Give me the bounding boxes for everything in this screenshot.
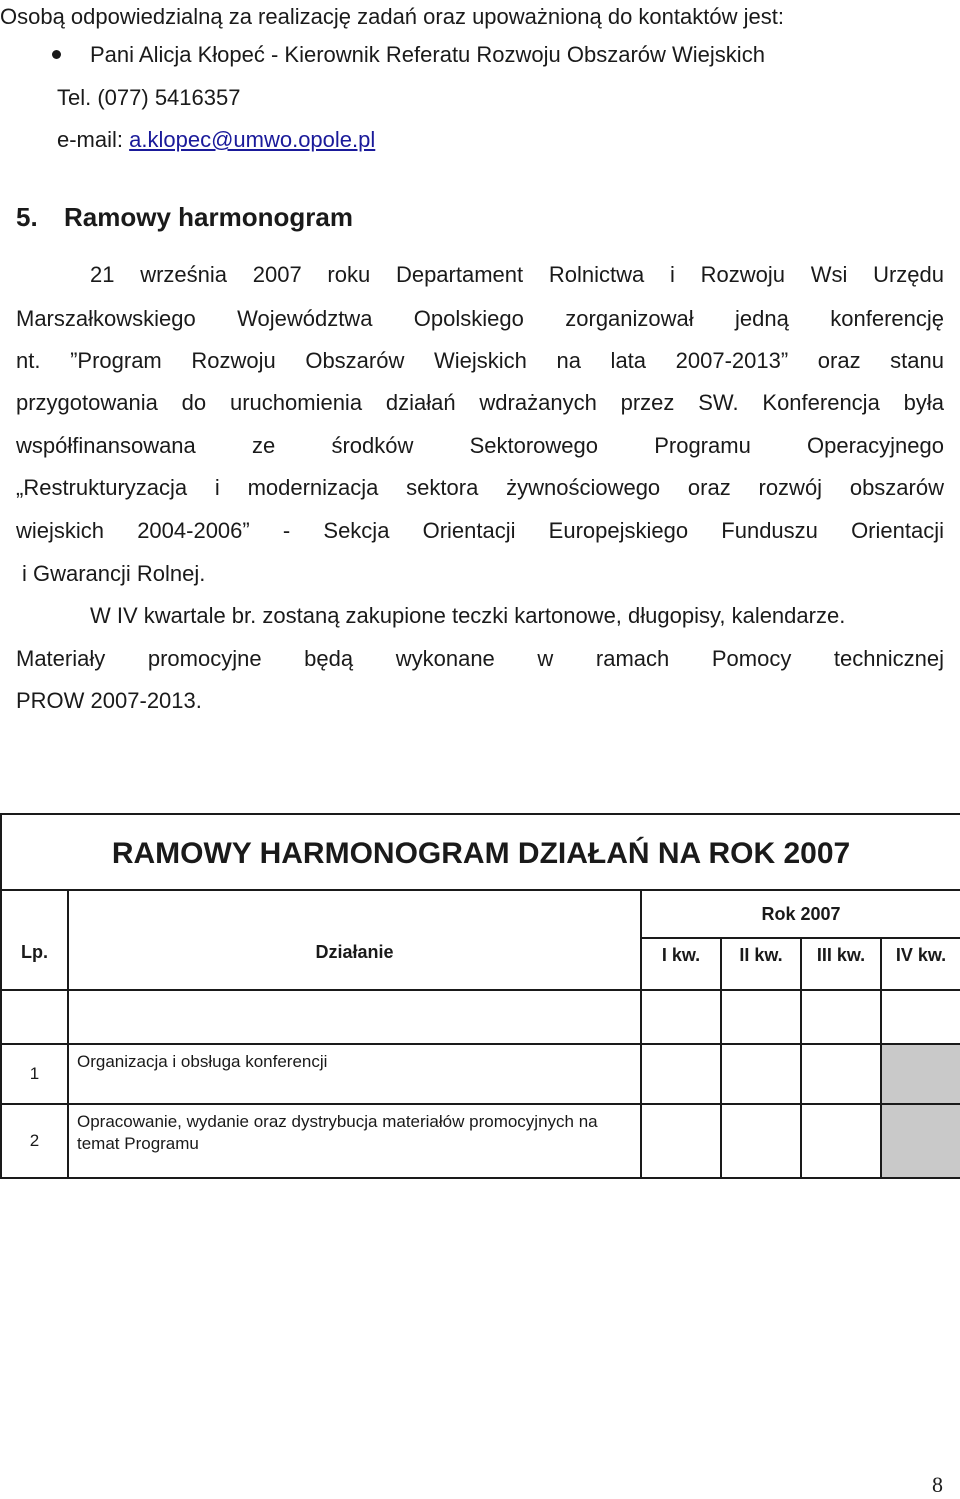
contact-phone: Tel. (077) 5416357	[57, 85, 241, 110]
section-heading	[16, 201, 353, 233]
paragraph-line: i Gwarancji Rolnej.	[22, 561, 206, 586]
spacer-cell	[1, 990, 68, 1044]
row-number: 1	[1, 1044, 68, 1104]
spacer-cell	[68, 990, 641, 1044]
quarter-cell-active	[881, 1104, 960, 1178]
paragraph-line: nt. ”Program Rozwoju Obszarów Wiejskich na lata 2007-2013” oraz stanu	[16, 348, 944, 373]
col-header-quarter: I kw.	[641, 938, 721, 990]
page-number: 8	[932, 1472, 943, 1497]
schedule-table	[0, 813, 960, 1179]
paragraph-line: Materiały promocyjne będą wykonane w ramach Pomocy technicznej	[16, 646, 944, 671]
col-header-quarter: II kw.	[721, 938, 801, 990]
table-row	[1, 1104, 960, 1178]
paragraph-line: 21 września 2007 roku Departament Rolnictwa i Rozwoju Wsi Urzędu	[90, 262, 944, 287]
table-row	[1, 1044, 960, 1104]
spacer-cell	[721, 990, 801, 1044]
contact-intro: Osobą odpowiedzialną za realizację zadań oraz upoważnioną do kontaktów jest:	[0, 4, 784, 29]
row-action: Organizacja i obsługa konferencji	[68, 1044, 641, 1104]
email-link[interactable]: a.klopec@umwo.opole.pl	[129, 127, 376, 152]
quarter-cell	[801, 1044, 881, 1104]
bullet-icon	[52, 50, 61, 59]
contact-email-line	[57, 127, 375, 153]
quarter-cell	[641, 1044, 721, 1104]
paragraph-line: Marszałkowskiego Województwa Opolskiego zorganizował jedną konferencję	[16, 306, 944, 331]
section-title: Ramowy harmonogram	[64, 202, 353, 232]
spacer-cell	[881, 990, 960, 1044]
col-header-quarter: III kw.	[801, 938, 881, 990]
paragraph-line: „Restrukturyzacja i modernizacja sektora żywnościowego oraz rozwój obszarów	[16, 475, 944, 500]
quarter-cell	[801, 1104, 881, 1178]
contact-person: Pani Alicja Kłopeć - Kierownik Referatu Rozwoju Obszarów Wiejskich	[90, 42, 765, 67]
quarter-cell	[641, 1104, 721, 1178]
paragraph-line: współfinansowana ze środków Sektorowego Programu Operacyjnego	[16, 433, 944, 458]
col-header-action: Działanie	[68, 890, 641, 990]
section-number: 5.	[16, 202, 38, 232]
col-header-quarter: IV kw.	[881, 938, 960, 990]
spacer-cell	[641, 990, 721, 1044]
schedule-title: RAMOWY HARMONOGRAM DZIAŁAŃ NA ROK 2007	[1, 814, 960, 890]
paragraph-line: PROW 2007-2013.	[16, 688, 202, 713]
spacer-cell	[801, 990, 881, 1044]
email-label: e-mail:	[57, 127, 130, 152]
quarter-cell	[721, 1044, 801, 1104]
paragraph-line: przygotowania do uruchomienia działań wdrażanych przez SW. Konferencja była	[16, 390, 944, 415]
col-header-year: Rok 2007	[641, 890, 960, 938]
quarter-cell-active	[881, 1044, 960, 1104]
row-action: Opracowanie, wydanie oraz dystrybucja materiałów promocyjnych na temat Programu	[68, 1104, 641, 1178]
paragraph-2: W IV kwartale br. zostaną zakupione teczki kartonowe, długopisy, kalendarze.	[90, 603, 846, 628]
quarter-cell	[721, 1104, 801, 1178]
row-number: 2	[1, 1104, 68, 1178]
col-header-lp: Lp.	[1, 890, 68, 990]
paragraph-line: wiejskich 2004-2006” - Sekcja Orientacji Europejskiego Funduszu Orientacji	[16, 518, 944, 543]
